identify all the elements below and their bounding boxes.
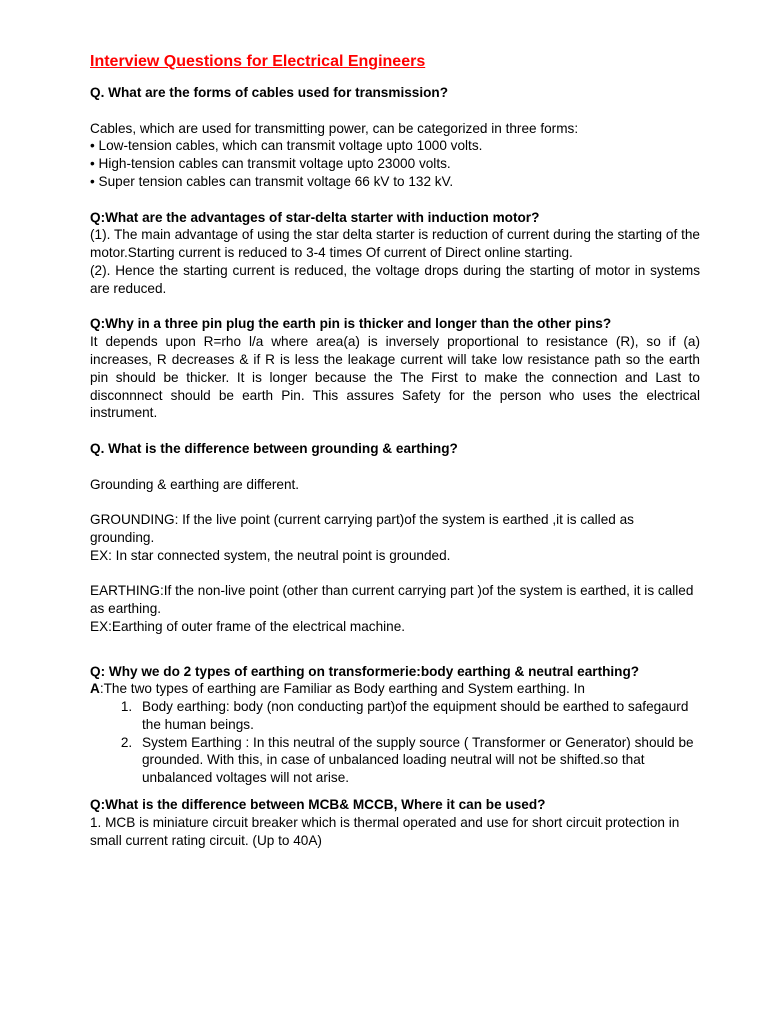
answer-earthing-example: EX:Earthing of outer frame of the electrical machine. bbox=[90, 618, 406, 634]
question-star-delta: Q:What are the advantages of star-delta starter with induction motor? bbox=[90, 209, 540, 225]
answer-earth-pin: It depends upon R=rho l/a where area(a) is inversely proportional to resistance (R), so if (a) increases, R decreases & if R is less the leakage current will take low resistance path so the earth pin should be thicker. It is longer because the The First to make the connection and Last to disconnnect should be earth Pin. This assures Safety for the person who uses the electrical instrument. bbox=[90, 334, 700, 421]
answer-mcb: 1. MCB is miniature circuit breaker which is thermal operated and use for short circuit protection in small current rating circuit. (Up to 40A) bbox=[90, 814, 680, 848]
answer-grounding-def: GROUNDING: If the live point (current carrying part)of the system is earthed ,it is called as grounding. bbox=[90, 512, 634, 545]
question-cables-forms: Q. What are the forms of cables used for transmission? bbox=[90, 85, 449, 100]
list-item-system-earthing: 2. System Earthing : In this neutral of the supply source ( Transformer or Generator) should be grounded. With this, in case of unbalanced loading neutral will not be shifted.so that unbalanced voltages will not arise. bbox=[136, 734, 700, 787]
answer-transformer-text: :The two types of earthing are Familiar as Body earthing and System earthing. In bbox=[99, 681, 585, 697]
document-page bbox=[90, 52, 700, 849]
question-earth-pin: Q:Why in a three pin plug the earth pin is thicker and longer than the other pins? bbox=[90, 316, 612, 332]
answer-grounding-example: EX: In star connected system, the neutral point is grounded. bbox=[90, 547, 451, 563]
bullet-low-tension: • Low-tension cables, which can transmit voltage upto 1000 volts. bbox=[90, 138, 483, 154]
answer-earthing-def: EARTHING:If the non-live point (other than current carrying part )of the system is earthed, it is called as earthing. bbox=[90, 583, 694, 617]
question-grounding-earthing: Q. What is the difference between grounding & earthing? bbox=[90, 440, 458, 456]
answer-star-delta-1: (1). The main advantage of using the star delta starter is reduction of current during the starting of the motor.Starting current is reduced to 3-4 times Of current of Direct online starting. bbox=[90, 227, 700, 261]
answer-label: A bbox=[90, 681, 100, 697]
answer-grounding-intro: Grounding & earthing are different. bbox=[90, 476, 300, 492]
answer-transformer-intro bbox=[90, 680, 700, 698]
question-mcb-mccb: Q:What is the difference between MCB& MCCB, Where it can be used? bbox=[90, 797, 546, 813]
earthing-types-list bbox=[90, 698, 700, 787]
answer-star-delta-2: (2). Hence the starting current is reduced, the voltage drops during the starting of motor in systems are reduced. bbox=[90, 262, 700, 296]
bullet-high-tension: • High-tension cables can transmit voltage upto 23000 volts. bbox=[90, 156, 451, 172]
answer-cables-intro: Cables, which are used for transmitting power, can be categorized in three forms: bbox=[90, 120, 579, 136]
bullet-super-tension: • Super tension cables can transmit voltage 66 kV to 132 kV. bbox=[90, 173, 454, 189]
question-transformer-earthing: Q: Why we do 2 types of earthing on transformerie:body earthing & neutral earthing? bbox=[90, 663, 640, 679]
list-item-body-earthing: 1. Body earthing: body (non conducting part)of the equipment should be earthed to safegaurd the human beings. bbox=[136, 698, 700, 734]
document-title: Interview Questions for Electrical Engineers bbox=[90, 53, 426, 70]
